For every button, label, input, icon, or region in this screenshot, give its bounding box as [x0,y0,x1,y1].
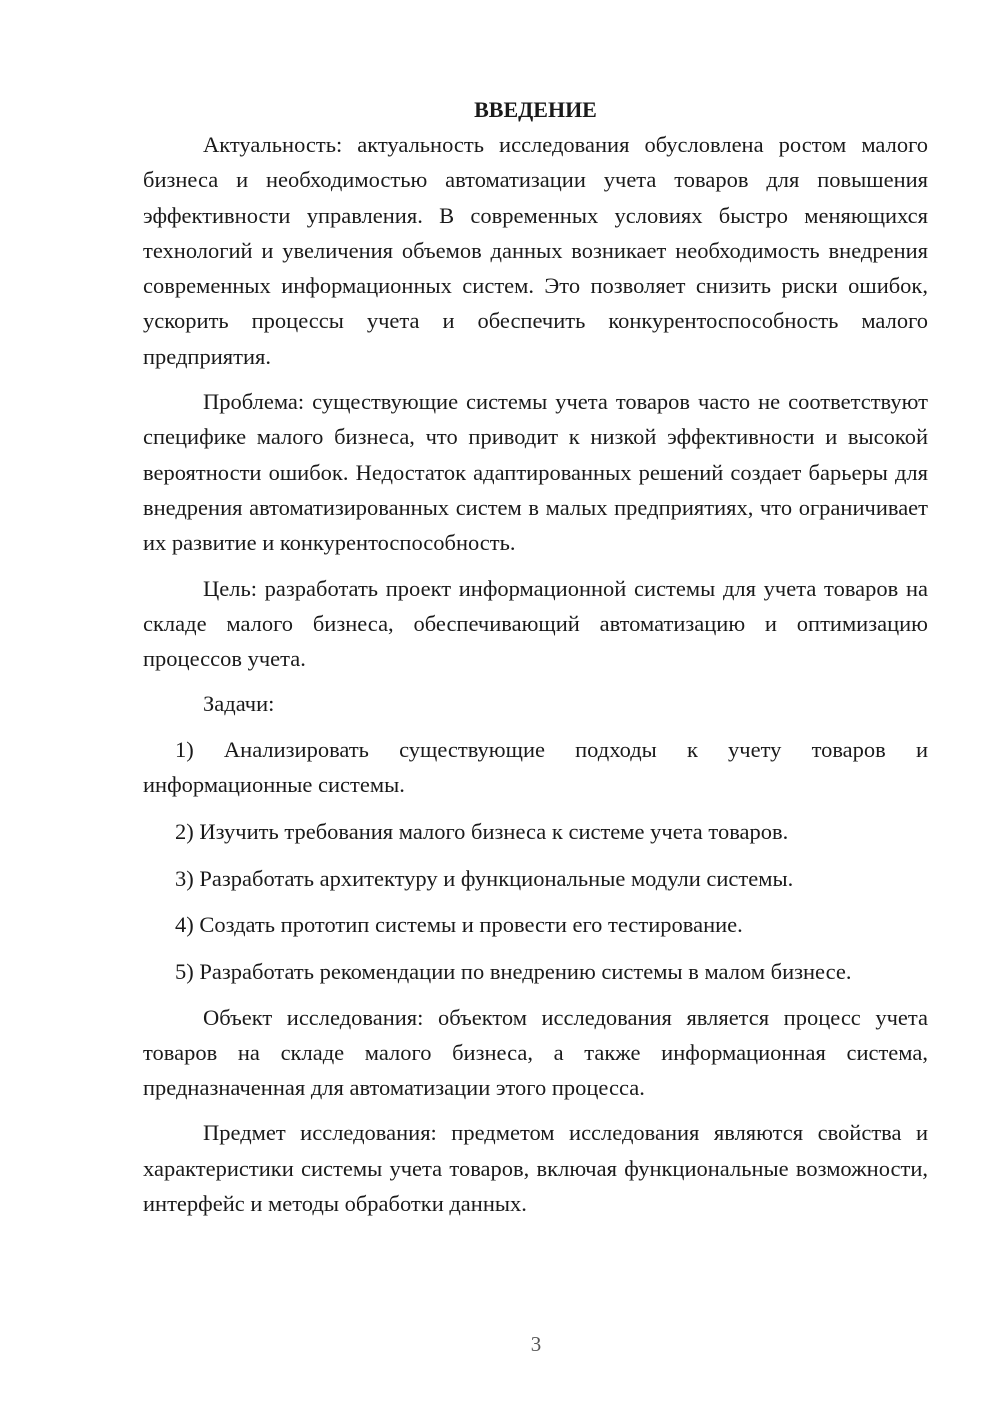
tasks-heading: Задачи: [203,691,275,717]
paragraph-object: Объект исследования: объектом исследования является процесс учета товаров на складе малого бизнеса, а также информационная система, предназначенная для автоматизации этого процесса. [143,1004,928,1101]
paragraph-subject: Предмет исследования: предметом исследования являются свойства и характеристики системы учета товаров, включая функциональные возможности, интерфейс и методы обработки данных. [143,1120,928,1217]
paragraph-problem: Проблема: существующие системы учета товаров часто не соответствуют специфике малого бизнеса, что приводит к низкой эффективности и высокой вероятности ошибок. Недостаток адаптированных решений создает барьеры для внедрения автоматизированных систем в малых предприятиях, что ограничивает их развитие и конкурентоспособность. [143,389,928,556]
list-item: 5) Разработать рекомендации по внедрению системы в малом бизнесе. [175,959,852,985]
list-item: 4) Создать прототип системы и провести его тестирование. [175,912,743,938]
paragraph-goal: Цель: разработать проект информационной системы для учета товаров на складе малого бизнеса, обеспечивающий автоматизацию и оптимизацию процессов учета. [143,575,928,672]
page-number: 3 [530,1332,542,1356]
list-item: 3) Разработать архитектуру и функциональные модули системы. [175,865,794,891]
tasks-list [143,732,928,990]
page-title: ВВЕДЕНИЕ [474,97,597,122]
list-item: 2) Изучить требования малого бизнеса к системе учета товаров. [175,818,789,844]
document-page [143,93,928,1221]
list-item: 1) Анализировать существующие подходы к учету товаров и информационные системы. [143,736,928,798]
paragraph-relevance: Актуальность: актуальность исследования обусловлена ростом малого бизнеса и необходимостью автоматизации учета товаров для повышения эффективности управления. В современных условиях быстро меняющихся технологий и увеличения объемов данных возникает необходимость внедрения современных информационных систем. Это позволяет снизить риски ошибок, ускорить процессы учета и обеспечить конкурентоспособность малого предприятия. [143,132,928,369]
